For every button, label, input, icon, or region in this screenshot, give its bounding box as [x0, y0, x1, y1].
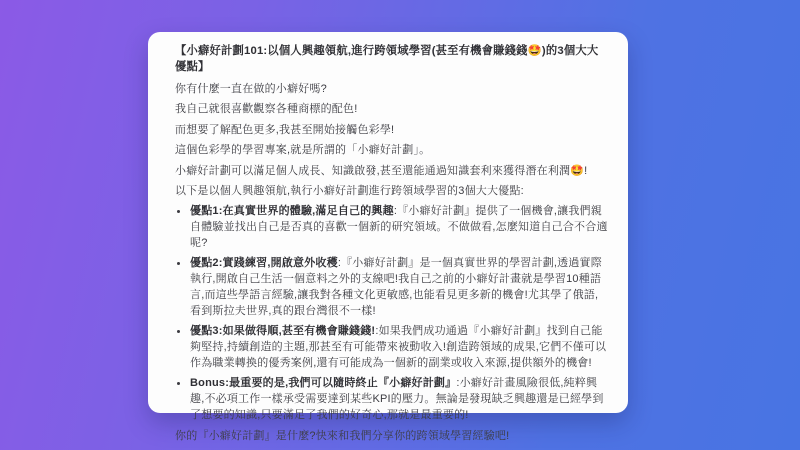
paragraph: 這個色彩學的學習專案,就是所謂的「小癖好計劃」。: [175, 144, 431, 157]
note-card: [148, 32, 628, 442]
paragraph: 你有什麼一直在做的小癖好嗎?: [175, 82, 327, 95]
benefit-body: :小癖好計畫風險很低,純粹興趣,不必項工作一樣承受需要達到某些KPI的壓力。無論是發現缺乏興趣還是已經學到了想要的知識,只要滿足了我們的好奇心,那就是最重要的!: [190, 376, 604, 421]
closing-question: 你的『小癖好計劃』是什麼?快來和我們分享你的跨領域學習經驗吧!: [175, 429, 510, 442]
note-title: 【小癖好計劃101:以個人興趣領航,進行跨領域學習(甚至有機會賺錢錢🤩)的3個大大優點】: [175, 45, 599, 74]
paragraph: 我自己就很喜歡觀察各種商標的配色!: [175, 103, 358, 116]
benefit-item: [189, 256, 609, 320]
benefits-list: [175, 204, 609, 423]
benefit-lead: Bonus:最重要的是,我們可以隨時終止『小癖好計劃』: [190, 376, 457, 389]
benefit-lead: 優點1:在真實世界的體驗,滿足自己的興趣: [190, 205, 394, 218]
paragraph: 而想要了解配色更多,我甚至開始接觸色彩學!: [175, 123, 395, 136]
benefit-body: :如果我們成功通過『小癖好計劃』找到自己能夠堅持,持續創造的主題,那甚至有可能帶來被動收入!創造跨領域的成果,它們不僅可以作為職業轉換的優秀案例,還有可能成為一個新的副業或收入來源,提供額外的機會!: [190, 324, 607, 369]
benefit-item: [189, 204, 609, 252]
benefit-item: [189, 324, 609, 372]
paragraph: 以下是以個人興趣領航,執行小癖好計劃進行跨領域學習的3個大大優點:: [175, 184, 524, 197]
benefit-item: [189, 376, 609, 424]
paragraph: 小癖好計劃可以滿足個人成長、知識啟發,甚至還能通過知識套利來獲得潛在利潤🤩!: [175, 164, 588, 177]
benefit-body: :『小癖好計劃』是一個真實世界的學習計劃,透過實際執行,開啟自己生活一個意料之外的支線吧!我自己之前的小癖好計畫就是學習10種語言,而這些學語言經驗,讓我對各種文化更敏感,也能看見更多新的機會!尤其學了俄語,看到斯拉夫世界,真的跟台灣很不一樣!: [190, 257, 602, 317]
benefit-lead: 優點2:實踐練習,開啟意外收穫: [190, 257, 338, 270]
benefit-lead: 優點3:如果做得順,甚至有機會賺錢錢!: [190, 324, 376, 337]
benefit-body: :『小癖好計劃』提供了一個機會,讓我們親自體驗並找出自己是否真的喜歡一個新的研究領域。不做做看,怎麼知道自己合不合適呢?: [190, 205, 608, 250]
